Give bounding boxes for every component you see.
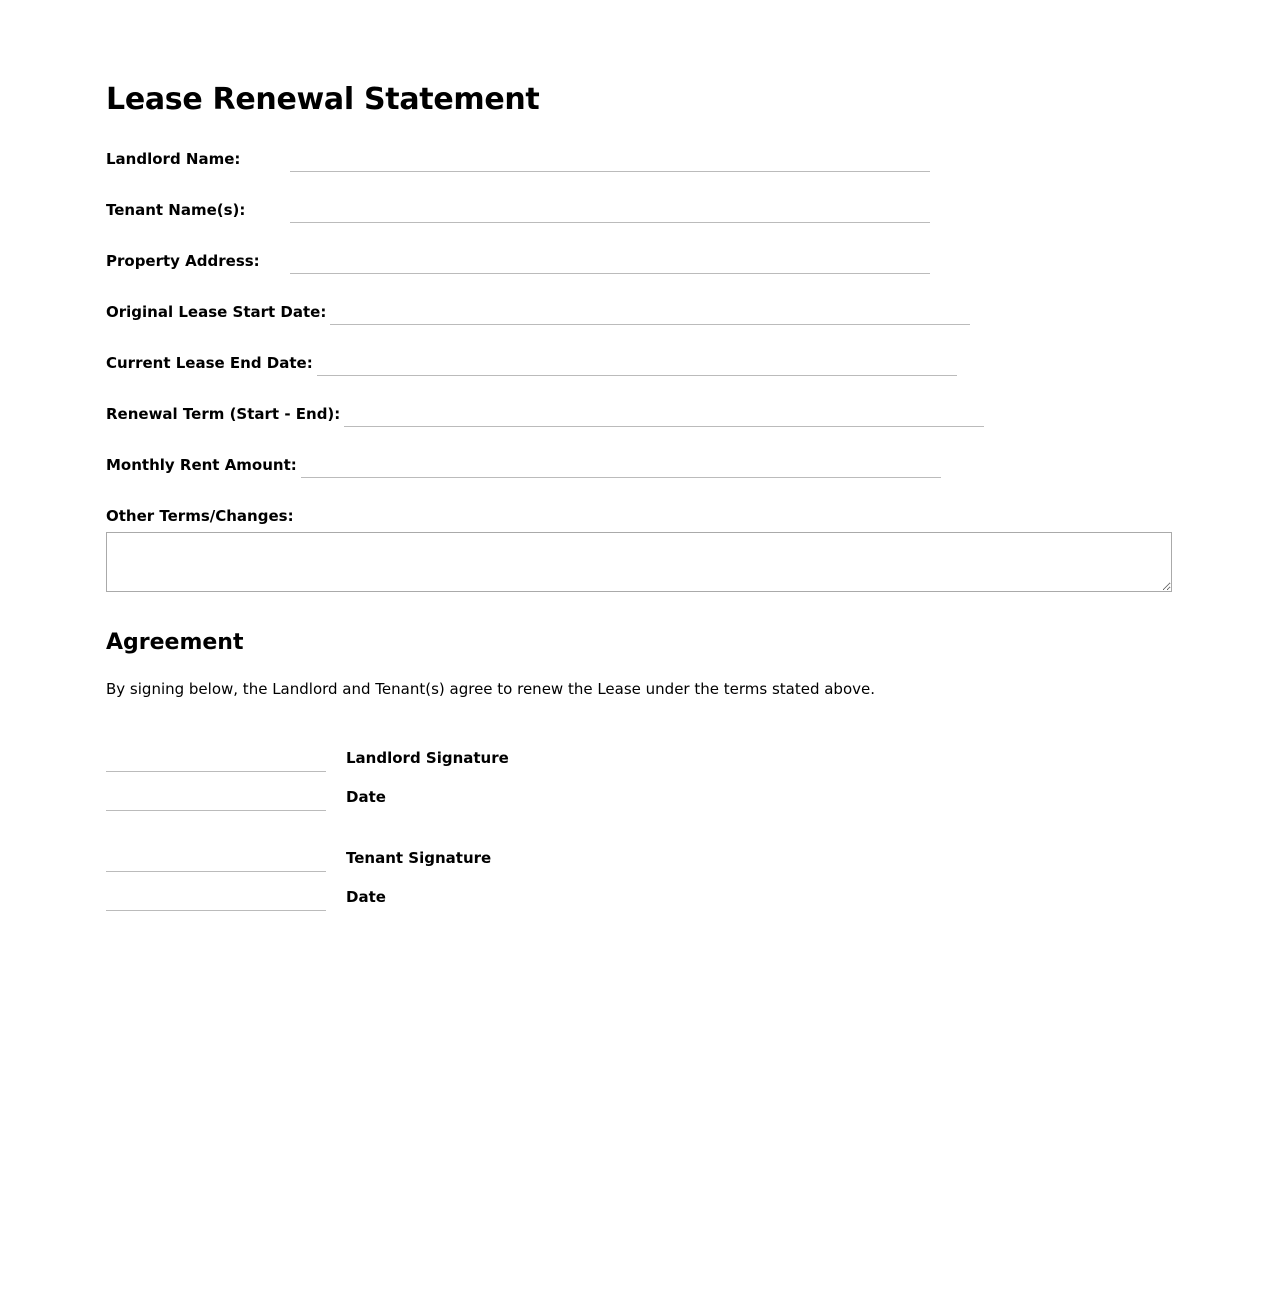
- signature-block: [106, 733, 1172, 911]
- field-current-end-date: [106, 325, 1172, 376]
- current-end-date-input[interactable]: [317, 351, 957, 376]
- field-label: Monthly Rent Amount:: [106, 456, 297, 474]
- field-label: Renewal Term (Start - End):: [106, 405, 341, 423]
- field-label: Original Lease Start Date:: [106, 303, 327, 321]
- agreement-heading: Agreement: [106, 630, 244, 655]
- field-label: Current Lease End Date:: [106, 354, 313, 372]
- original-start-date-input[interactable]: [330, 300, 970, 325]
- landlord-name-input[interactable]: [290, 147, 930, 172]
- tenant-date-row: [106, 872, 1172, 911]
- agreement-text: By signing below, the Landlord and Tenant(s) agree to renew the Lease under the terms stated above.: [106, 680, 876, 698]
- landlord-signature-row: [106, 733, 1172, 772]
- field-monthly-rent: [106, 427, 1172, 478]
- field-label: Property Address:: [106, 252, 260, 270]
- tenant-signature-line[interactable]: [106, 851, 326, 872]
- field-label: Tenant Name(s):: [106, 201, 246, 219]
- monthly-rent-input[interactable]: [301, 453, 941, 478]
- lease-renewal-form: [106, 80, 1172, 911]
- landlord-signature-line[interactable]: [106, 751, 326, 772]
- tenant-names-input[interactable]: [290, 198, 930, 223]
- landlord-date-row: [106, 772, 1172, 811]
- other-terms-label: Other Terms/Changes:: [106, 507, 294, 525]
- tenant-signature-row: [106, 833, 1172, 872]
- field-property-address: [106, 223, 1172, 274]
- renewal-term-input[interactable]: [344, 402, 984, 427]
- field-renewal-term: [106, 376, 1172, 427]
- tenant-date-line[interactable]: [106, 890, 326, 911]
- fields: [106, 138, 1172, 478]
- landlord-date-label: Date: [346, 788, 386, 806]
- page-title: Lease Renewal Statement: [106, 82, 540, 117]
- property-address-input[interactable]: [290, 249, 930, 274]
- field-tenant-names: [106, 172, 1172, 223]
- landlord-date-line[interactable]: [106, 790, 326, 811]
- tenant-date-label: Date: [346, 888, 386, 906]
- tenant-signature-label: Tenant Signature: [346, 849, 492, 867]
- field-landlord-name: [106, 138, 1172, 172]
- field-label: Landlord Name:: [106, 150, 241, 168]
- other-terms-textarea[interactable]: [106, 532, 1172, 592]
- landlord-signature-label: Landlord Signature: [346, 749, 509, 767]
- field-original-start-date: [106, 274, 1172, 325]
